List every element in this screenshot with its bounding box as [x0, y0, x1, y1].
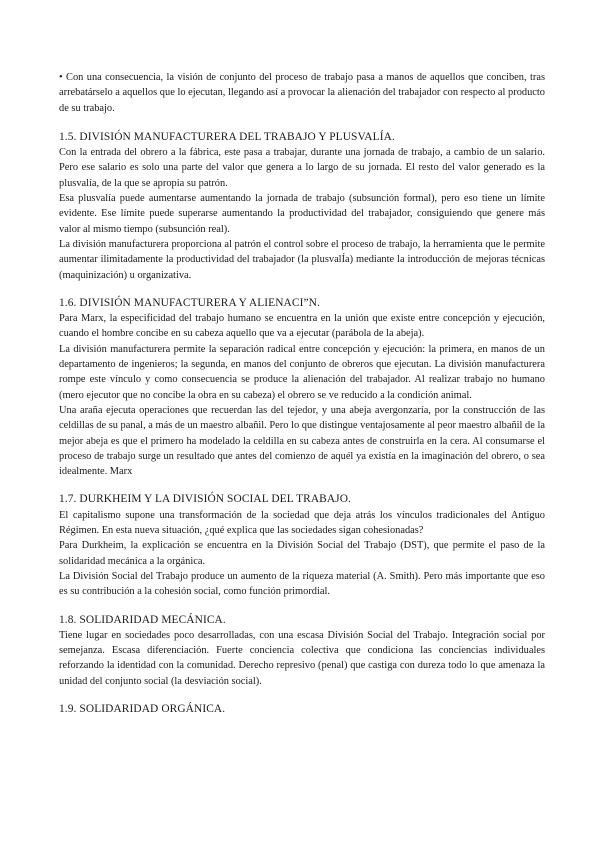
section-heading: 1.6. DIVISIÓN MANUFACTURERA Y ALIENACI”N.: [59, 296, 320, 309]
intro-text: Con una consecuencia, la visión de conjunto del proceso de trabajo pasa a manos de aquellos que conciben, tras arrebatárselo a aquellos que lo ejecutan, llegando así a provocar la alienación del trabajador con respecto al producto de su trabajo.: [59, 72, 545, 114]
section-heading: 1.8. SOLIDARIDAD MECÁNICA.: [59, 613, 226, 626]
section-1-7: [59, 492, 545, 599]
section-1-8: [59, 613, 545, 689]
bullet-icon: •: [59, 72, 63, 83]
section-heading: 1.7. DURKHEIM Y LA DIVISIÓN SOCIAL DEL TRABAJO.: [59, 493, 351, 506]
paragraph: Para Durkheim, la explicación se encuentra en la División Social del Trabajo (DST), que permite el paso de la solidaridad mecánica a la orgánica.: [59, 540, 545, 567]
paragraph: La división manufacturera proporciona al patrón el control sobre el proceso de trabajo, la herramienta que le permite aumentar ilimitadamente la productividad del trabajador (la plusvalÍa) mediante la introducción de mejoras técnicas (maquinización) u organizativa.: [59, 238, 545, 281]
section-1-5: [59, 130, 545, 283]
paragraph: Para Marx, la especificidad del trabajo humano se encuentra en la unión que existe entre concepción y ejecución, cuando el hombre concibe en su cabeza aquello que va a ejecutar (parábola de la abeja).: [59, 313, 545, 340]
paragraph: El capitalismo supone una transformación de la sociedad que deja atrás los vínculos tradicionales del Antiguo Régimen. En esta nueva situación, ¿qué explica que las sociedades sigan cohesionadas?: [59, 509, 545, 537]
document-page: [59, 70, 545, 717]
paragraph: La División Social del Trabajo produce un aumento de la riqueza material (A. Smith). Pero más importante que eso es su contribución a la cohesión social, como función primordial.: [59, 570, 545, 598]
paragraph: La división manufacturera permite la separación radical entre concepción y ejecución: la primera, en manos de un departamento de ingenieros; la segunda, en manos del conjunto de obreros que ejecutan. La división manufacturera rompe este vínculo y como consecuencia se produce la alienación del trabajador. Al realizar trabajo no humano (mero ejecutor que no concibe la obra en su cabeza) el obrero se ve reducido a la condición animal.: [59, 343, 545, 401]
paragraph: Con la entrada del obrero a la fábrica, este pasa a trabajar, durante una jornada de trabajo, a cambio de un salario. Pero ese salario es solo una parte del valor que genera a lo largo de su jornada. El resto del valor generado es la plusvalía, de la que se apropia su patrón.: [59, 147, 545, 189]
paragraph: Una araña ejecuta operaciones que recuerdan las del tejedor, y una abeja avergonzaría, por la construcción de las celdillas de su panal, a más de un maestro albañil. Pero lo que distingue ventajosamente al peor maestro albañil de la mejor abeja es que el primero ha modelado la celdilla en su cabeza antes de construirla en la cera. Al consumarse el proceso de trabajo surge un resultado que antes del comienzo de aquél ya existía en la imaginación del obrero, o sea idealmente. Marx: [59, 404, 545, 478]
intro-paragraph: [59, 70, 545, 116]
section-heading: 1.5. DIVISIÓN MANUFACTURERA DEL TRABAJO Y PLUSVALÍA.: [59, 130, 395, 143]
paragraph: Esa plusvalía puede aumentarse aumentando la jornada de trabajo (subsunción formal), pero eso tiene un límite evidente. Ese límite puede superarse aumentando la productividad del trabajador, consiguiendo que genere más valor al mismo tiempo (subsunción real).: [59, 193, 545, 235]
section-1-6: [59, 296, 545, 480]
section-1-9: [59, 702, 545, 717]
paragraph: Tiene lugar en sociedades poco desarrolladas, con una escasa División Social del Trabajo. Integración social por semejanza. Escasa diferenciación. Fuerte conciencia colectiva que condiciona las conciencias individuales reforzando la identidad con la comunidad. Derecho represivo (penal) que castiga con dureza todo lo que amenaza la unidad del conjunto social (la desviación social).: [59, 629, 545, 687]
section-heading: 1.9. SOLIDARIDAD ORGÁNICA.: [59, 702, 226, 715]
